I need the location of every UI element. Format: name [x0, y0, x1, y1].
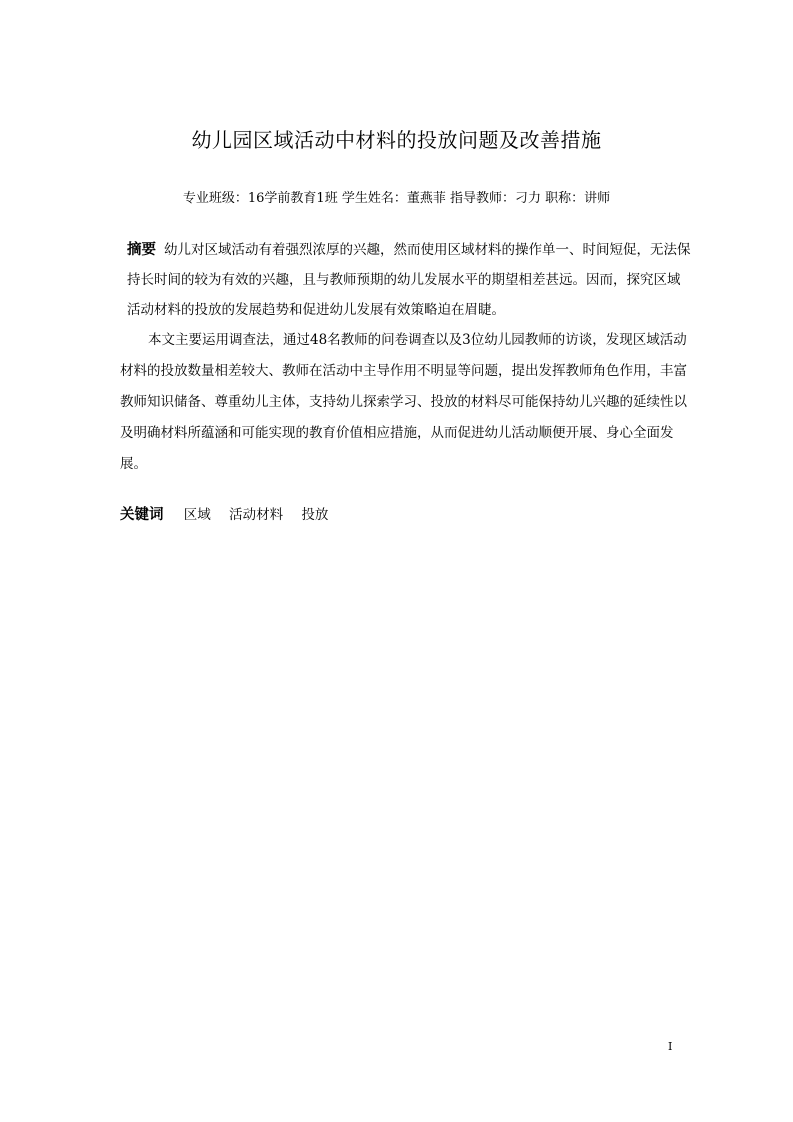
keyword-item: 区域	[183, 507, 211, 523]
keyword-item: 投放	[301, 507, 329, 523]
page-number: I	[668, 1040, 673, 1053]
keywords-label: 关键词	[120, 507, 164, 523]
page-title: 幼儿园区域活动中材料的投放问题及改善措施	[191, 128, 602, 152]
abstract-section	[113, 235, 693, 480]
abstract-paragraph-1	[113, 235, 693, 325]
keywords-section	[120, 503, 342, 524]
author-info-line: 专业班级：16学前教育1班 学生姓名：董燕菲 指导教师：刁力 职称：讲师	[182, 191, 611, 206]
abstract-paragraph-2: 本文主要运用调查法，通过48名教师的问卷调查以及3位幼儿园教师的访谈，发现区域活动材料的投放数量相差较大、教师在活动中主导作用不明显等问题，提出发挥教师角色作用，丰富教师知识储备、尊重幼儿主体，支持幼儿探索学习、投放的材料尽可能保持幼儿兴趣的延续性以及明确材料所蕴涵和可能实现的教育价值相应措施，从而促进幼儿活动顺便开展、身心全面发展。	[120, 332, 687, 472]
abstract-text-1: 幼儿对区域活动有着强烈浓厚的兴趣，然而使用区域材料的操作单一、时间短促，无法保持长时间的较为有效的兴趣，且与教师预期的幼儿发展水平的期望相差甚远。因而，探究区域活动材料的投放的发展趋势和促进幼儿发展有效策略迫在眉睫。	[127, 242, 691, 318]
abstract-label: 摘要	[127, 242, 156, 258]
keyword-item: 活动材料	[229, 507, 284, 523]
